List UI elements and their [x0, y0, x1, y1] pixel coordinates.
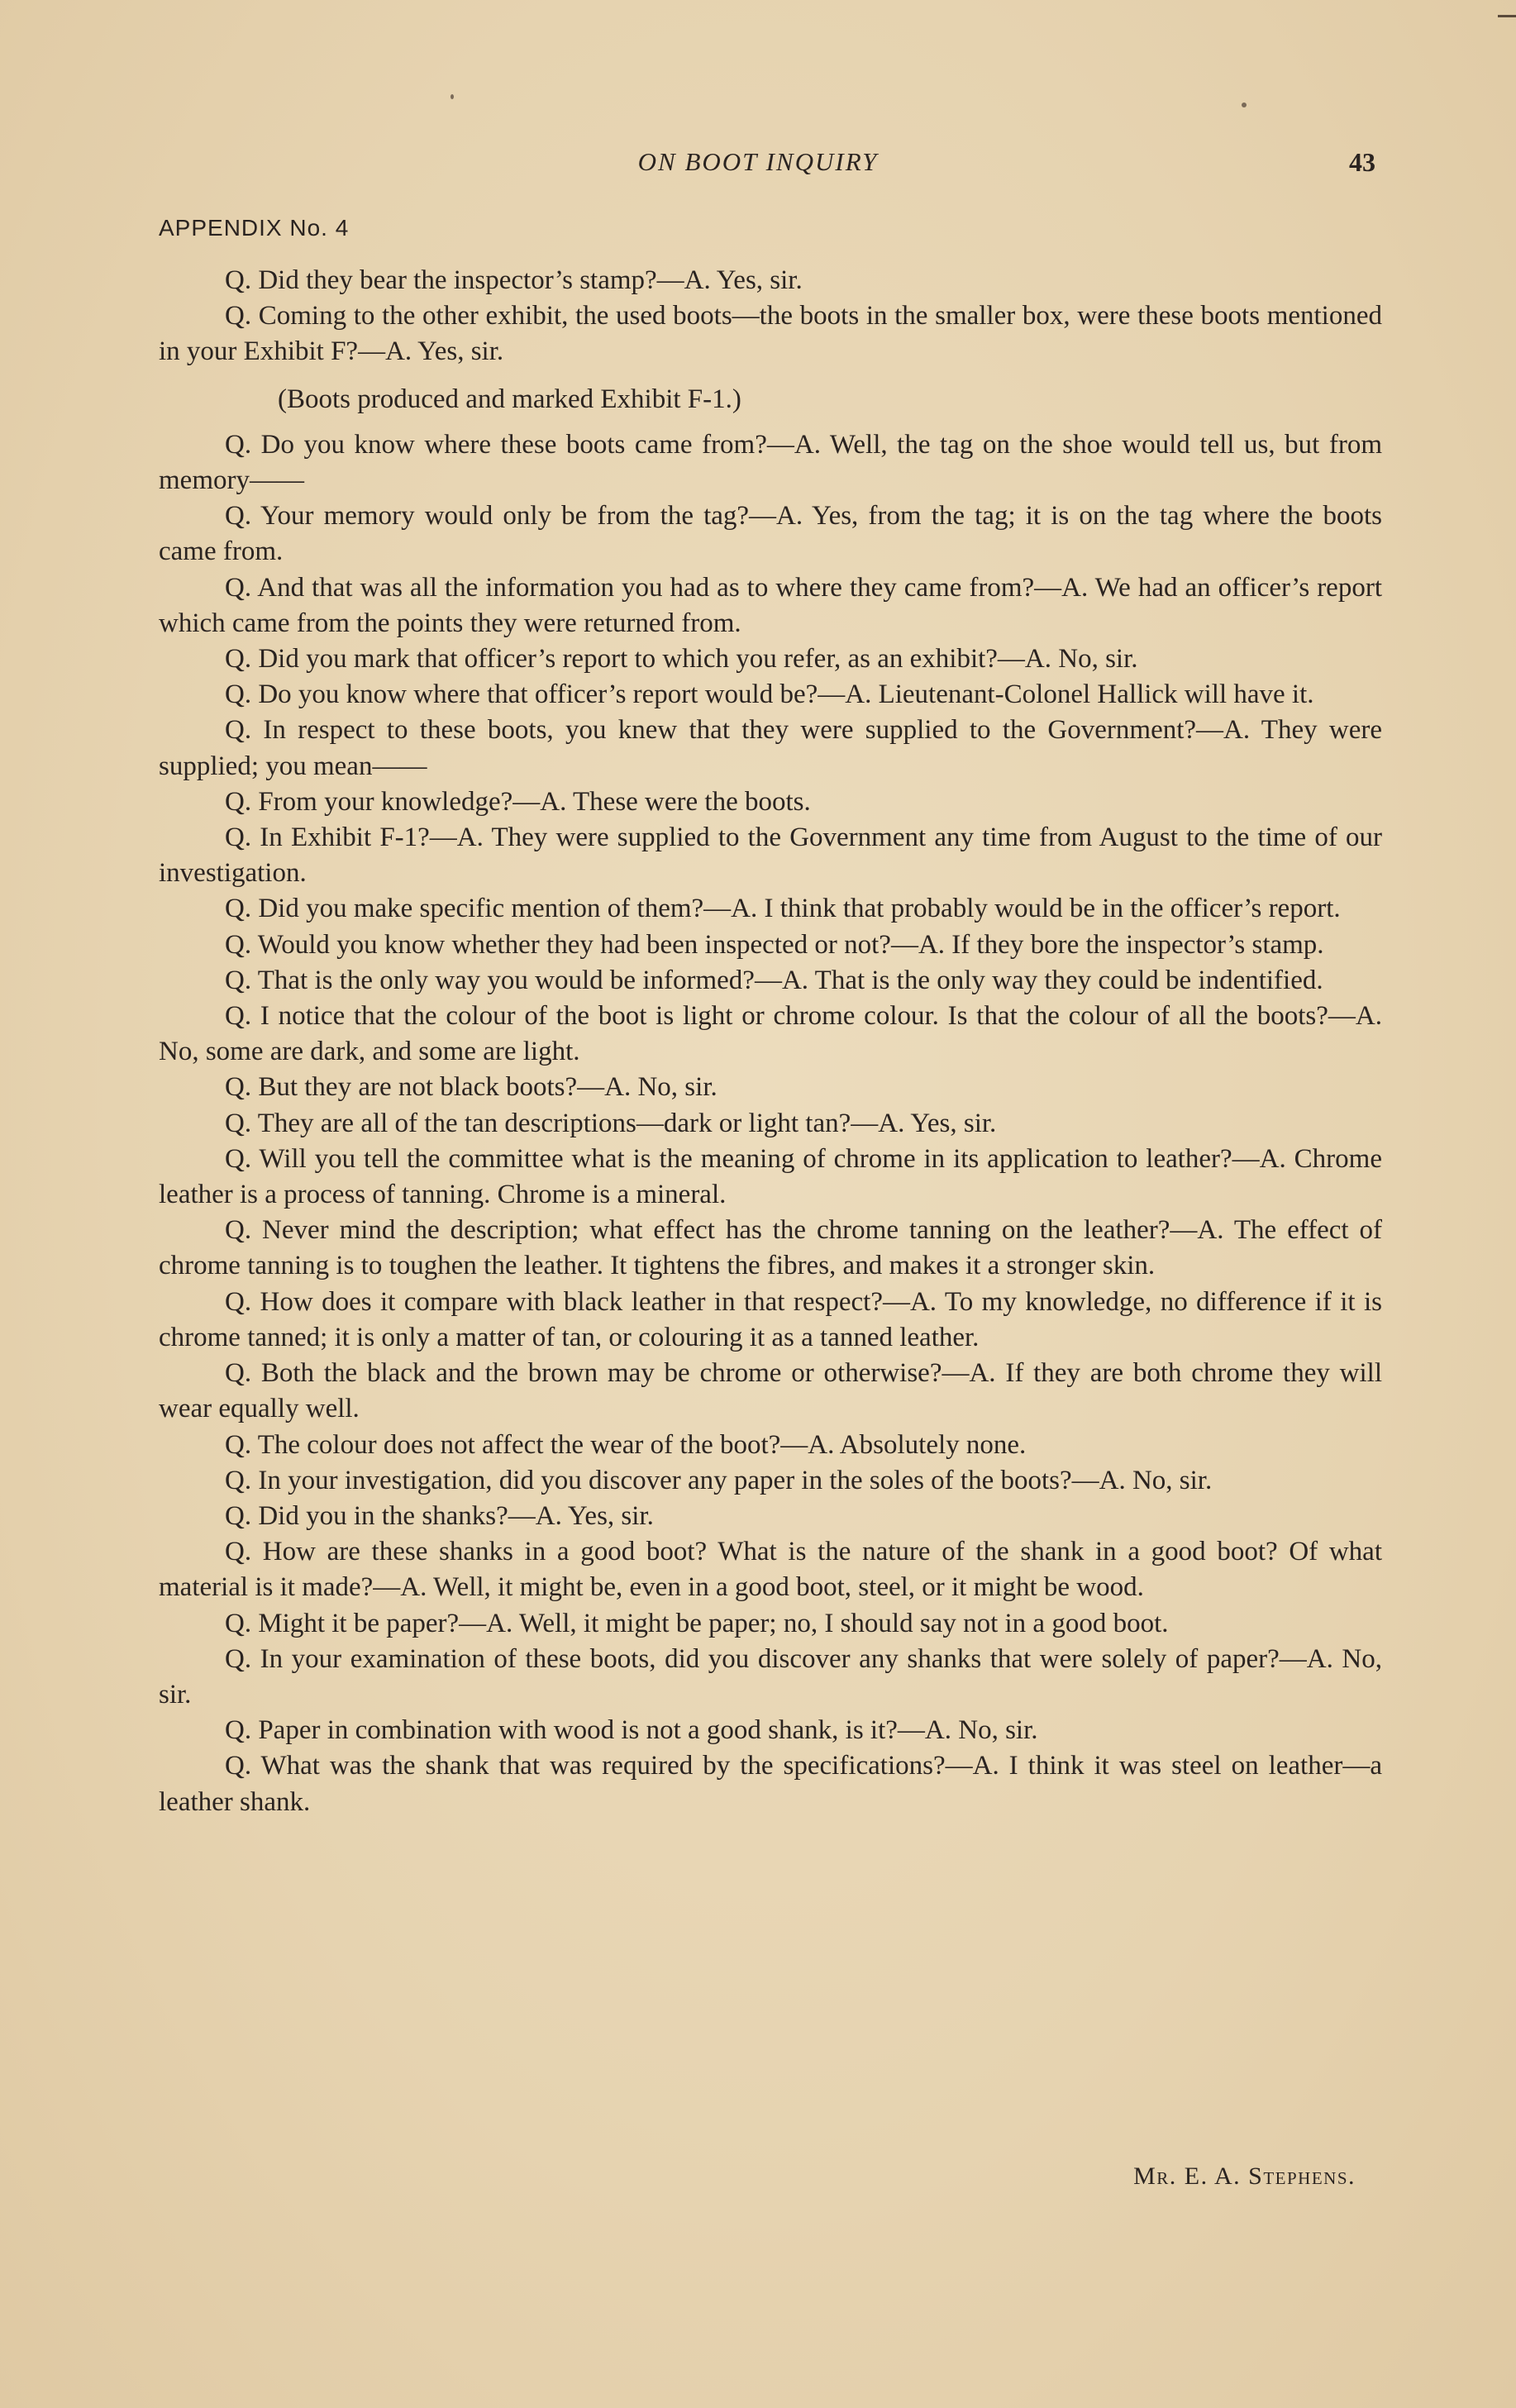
- exhibit-note: (Boots produced and marked Exhibit F-1.): [278, 384, 741, 414]
- paragraph: Q. In your examination of these boots, did you discover any shanks that were solely of paper?—A. No, sir.: [159, 1643, 1382, 1709]
- paragraph: Q. Did you make specific mention of them?—A. I think that probably would be in the officer’s report.: [225, 894, 1341, 924]
- paragraph: Q. Never mind the description; what effect has the chrome tanning on the leather?—A. The effect of chrome tanning is to toughen the leather. It tightens the fibres, and makes it a stronger skin.: [159, 1215, 1382, 1281]
- paragraph: Q. That is the only way you would be informed?—A. That is the only way they could be indentified.: [225, 965, 1323, 995]
- page-number: 43: [1349, 147, 1375, 177]
- paragraph: Q. Did you in the shanks?—A. Yes, sir.: [225, 1500, 654, 1531]
- paragraph: Q. Would you know whether they had been inspected or not?—A. If they bore the inspector’s stamp.: [225, 929, 1324, 960]
- paragraph: Q. Will you tell the committee what is the meaning of chrome in its application to leather?—A. Chrome leather is a process of tanning. Chrome is a mineral.: [159, 1143, 1382, 1210]
- paragraph: Q. They are all of the tan descriptions—dark or light tan?—A. Yes, sir.: [225, 1108, 997, 1138]
- paragraph: Q. Your memory would only be from the tag?—A. Yes, from the tag; it is on the tag where the boots came from.: [159, 501, 1382, 567]
- paragraph: Q. Did you mark that officer’s report to which you refer, as an exhibit?—A. No, sir.: [225, 644, 1138, 675]
- paragraph: Q. The colour does not affect the wear of the boot?—A. Absolutely none.: [225, 1429, 1027, 1460]
- paragraph: Q. Both the black and the brown may be chrome or otherwise?—A. If they are both chrome they will wear equally well.: [159, 1358, 1382, 1424]
- paragraph: Q. Did they bear the inspector’s stamp?—A. Yes, sir.: [225, 265, 803, 295]
- paragraph: Q. Might it be paper?—A. Well, it might be paper; no, I should say not in a good boot.: [225, 1608, 1169, 1638]
- paragraph: Q. Do you know where that officer’s report would be?—A. Lieutenant-Colonel Hallick will have it.: [225, 679, 1314, 710]
- running-title: ON BOOT INQUIRY: [637, 147, 879, 176]
- testimony-body: [159, 263, 1382, 1820]
- paragraph: Q. What was the shank that was required by the specifications?—A. I think it was steel on leather—a leather shank.: [159, 1751, 1382, 1817]
- paragraph: Q. I notice that the colour of the boot is light or chrome colour. Is that the colour of all the boots?—A. No, some are dark, and some are light.: [159, 1001, 1382, 1067]
- appendix-label: APPENDIX No. 4: [159, 215, 350, 241]
- paragraph: Q. Do you know where these boots came from?—A. Well, the tag on the shoe would tell us, but from memory——: [159, 429, 1382, 496]
- paragraph: Q. How are these shanks in a good boot? What is the nature of the shank in a good boot? Of what material is it made?—A. Well, it might be, even in a good boot, steel, or it might be wood.: [159, 1537, 1382, 1603]
- paragraph: Q. In respect to these boots, you knew that they were supplied to the Government?—A. They were supplied; you mean——: [159, 715, 1382, 781]
- witness-signature: Mr. E. A. Stephens.: [1133, 2162, 1356, 2190]
- paragraph: Q. And that was all the information you had as to where they came from?—A. We had an officer’s report which came from the points they were returned from.: [159, 572, 1382, 638]
- paragraph: Q. But they are not black boots?—A. No, sir.: [225, 1072, 717, 1103]
- paragraph: Q. From your knowledge?—A. These were the boots.: [225, 786, 811, 817]
- page-header: [0, 147, 1516, 188]
- paragraph: Q. How does it compare with black leather in that respect?—A. To my knowledge, no difference if it is chrome tanned; it is only a matter of tan, or colouring it as a tanned leather.: [159, 1286, 1382, 1352]
- paper-speck: [451, 94, 454, 99]
- paragraph: Q. In Exhibit F-1?—A. They were supplied to the Government any time from August to the time of our investigation.: [159, 823, 1382, 889]
- paragraph: Q. Paper in combination with wood is not a good shank, is it?—A. No, sir.: [225, 1715, 1038, 1746]
- paper-speck: [1242, 103, 1247, 107]
- paragraph: Q. Coming to the other exhibit, the used boots—the boots in the smaller box, were these boots mentioned in your Exhibit F?—A. Yes, sir.: [159, 301, 1382, 367]
- paragraph: Q. In your investigation, did you discover any paper in the soles of the boots?—A. No, sir.: [225, 1465, 1213, 1495]
- edge-mark: [1498, 15, 1516, 17]
